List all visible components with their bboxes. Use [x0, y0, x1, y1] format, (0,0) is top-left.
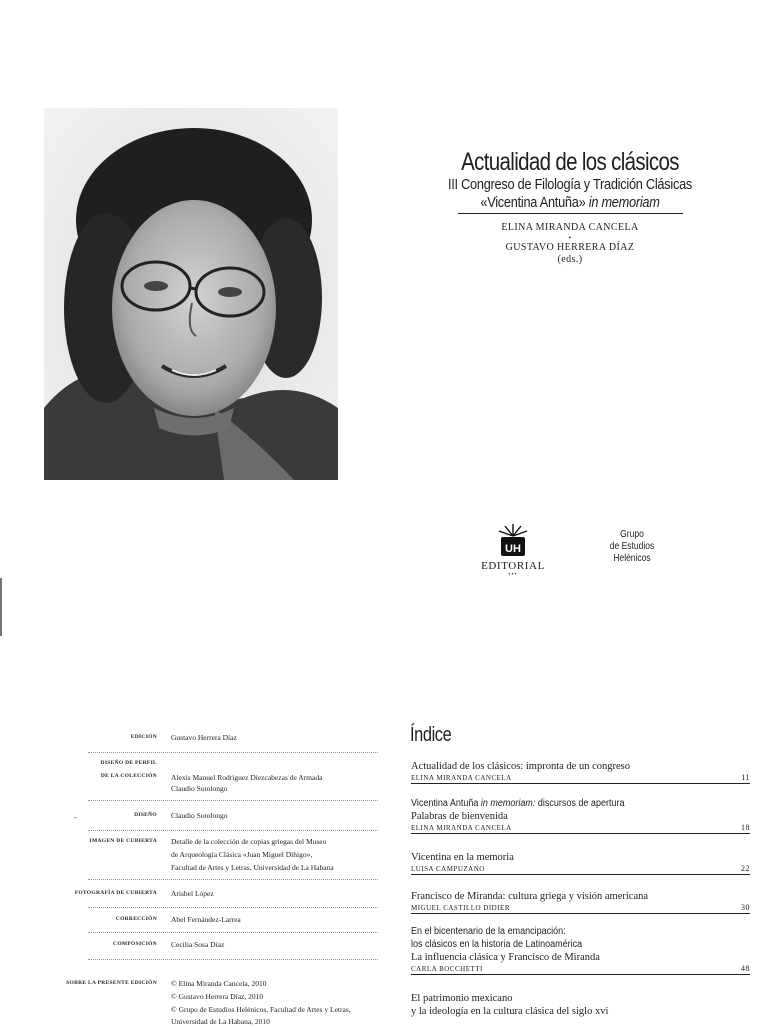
credit-value: Arisbel López: [171, 889, 214, 898]
credit-divider: [88, 800, 378, 801]
credit-label: FOTOGRAFÍA DE CUBIERTA: [74, 890, 157, 896]
credit-value: de Arqueología Clásica «Juan Miguel Dihigo»,: [171, 850, 313, 859]
credit-divider: [88, 830, 378, 831]
credit-value: Claudio Sotolongo: [171, 811, 228, 820]
index-page-number: 18: [741, 823, 750, 832]
credit-label: DE LA COLECCIÓN: [100, 773, 157, 779]
index-entry-author: [411, 964, 750, 975]
index-entry-title: Francisco de Miranda: cultura griega y visión americana: [411, 891, 649, 902]
credit-label: COMPOSICIÓN: [113, 941, 157, 947]
index-page-number: 11: [741, 773, 750, 782]
index-entry-title: Palabras de bienvenida: [411, 811, 508, 822]
editors-abbrev: (eds.): [557, 254, 583, 265]
index-page-number: 22: [741, 864, 750, 873]
author-name: ELINA MIRANDA CANCELA: [411, 774, 512, 782]
index-entry-title: La influencia clásica y Francisco de Miranda: [411, 952, 600, 963]
index-entry-author: [411, 903, 750, 914]
index-entry: [411, 797, 750, 834]
credit-divider: [88, 932, 378, 933]
credit-value: Alexis Manuel Rodríguez Diezcabezas de Armada: [171, 773, 323, 782]
group-line-3: Helénicos: [613, 553, 651, 564]
section-rest: discursos de apertura: [535, 798, 625, 809]
author-name: MIGUEL CASTILLO DIDIER: [411, 904, 511, 912]
author-name: ELINA MIRANDA CANCELA: [411, 824, 512, 832]
publisher-dots: •••: [508, 572, 518, 578]
index-entry-title: El patrimonio mexicano: [411, 993, 513, 1004]
credit-label: SOBRE LA PRESENTE EDICIÓN: [66, 980, 157, 986]
book-title-block: [395, 148, 745, 212]
index-entry: [411, 925, 750, 975]
book-title: Actualidad de los clásicos: [461, 148, 679, 176]
credit-value: © Elina Miranda Cancela, 2010: [171, 979, 267, 988]
index-entry-author: [411, 864, 750, 875]
publisher-mark: UH: [505, 543, 521, 555]
index-entry-author: [411, 823, 750, 834]
group-line-1: Grupo: [620, 529, 644, 540]
credit-divider: [88, 907, 378, 908]
index-entry-title: y la ideología en la cultura clásica del siglo xvi: [411, 1006, 609, 1017]
credit-value: Cecilia Sosa Díaz: [171, 940, 225, 949]
subtitle-in-memoriam: in memoriam: [588, 194, 660, 211]
margin-dash-mark: -: [74, 813, 77, 822]
cover-portrait-photo: [44, 108, 338, 480]
index-entry: [411, 992, 750, 1018]
index-entry-section: En el bicentenario de la emancipación:: [411, 926, 566, 937]
credit-value: Claudio Sotolongo: [171, 784, 228, 793]
index-entry-author: [411, 773, 750, 784]
credit-value: © Gustavo Herrera Díaz, 2010: [171, 992, 264, 1001]
index-entry-section: los clásicos en la historia de Latinoamérica: [411, 939, 583, 950]
index-page-number: 30: [741, 903, 750, 912]
editors-block: [450, 222, 690, 266]
credit-label: DISEÑO DE PERFIL: [100, 760, 157, 766]
group-line-2: de Estudios: [609, 541, 655, 552]
credit-divider: [88, 752, 378, 753]
editor-name-2: GUSTAVO HERRERA DÍAZ: [505, 242, 635, 253]
index-page-number: 48: [741, 964, 750, 973]
editor-name-1: ELINA MIRANDA CANCELA: [501, 222, 639, 233]
editor-separator: •: [568, 234, 572, 242]
section-italic: in memoriam:: [480, 798, 536, 809]
index-title: Índice: [410, 724, 452, 746]
author-name: LUISA CAMPUZANO: [411, 865, 485, 873]
book-subtitle-line2: [421, 194, 719, 212]
index-entry-section: [411, 797, 716, 810]
title-rule: [458, 213, 683, 214]
sunburst-book-icon: [493, 522, 533, 558]
credit-label: EDICIÓN: [130, 734, 157, 740]
section-plain: Vicentina Antuña: [411, 798, 481, 809]
index-entry: [411, 890, 750, 914]
index-entry: [411, 760, 750, 784]
book-subtitle-line1: III Congreso de Filología y Tradición Clásicas: [447, 176, 693, 193]
editorial-uh-logo: [478, 522, 548, 578]
index-entry: [411, 851, 750, 875]
scan-edge-mark: [0, 578, 2, 636]
credit-value: Abel Fernández-Larrea: [171, 915, 241, 924]
credit-divider: [88, 879, 378, 880]
subtitle-honoree: «Vicentina Antuña»: [480, 194, 586, 211]
credit-divider: [88, 959, 378, 960]
credit-value: Facultad de Artes y Letras, Universidad de La Habana: [171, 863, 334, 872]
credit-label: DISEÑO: [134, 812, 157, 818]
credit-value: Gustavo Herrera Díaz: [171, 733, 237, 742]
credit-label: IMAGEN DE CUBIERTA: [89, 838, 157, 844]
publisher-label: EDITORIAL: [481, 560, 545, 572]
credit-value: © Grupo de Estudios Helénicos, Facultad de Artes y Letras,: [171, 1005, 351, 1014]
credit-value: Universidad de La Habana, 2010: [171, 1017, 270, 1026]
author-name: CARLA BOCCHETTI: [411, 965, 483, 973]
credit-label: CORRECCIÓN: [115, 916, 157, 922]
index-entry-title: Vicentina en la memoria: [411, 852, 514, 863]
credit-value: Detalle de la colección de copias griegas del Museo: [171, 837, 327, 846]
index-entry-title: Actualidad de los clásicos: impronta de un congreso: [411, 761, 630, 772]
grupo-estudios-helenicos-logo: [598, 529, 666, 565]
